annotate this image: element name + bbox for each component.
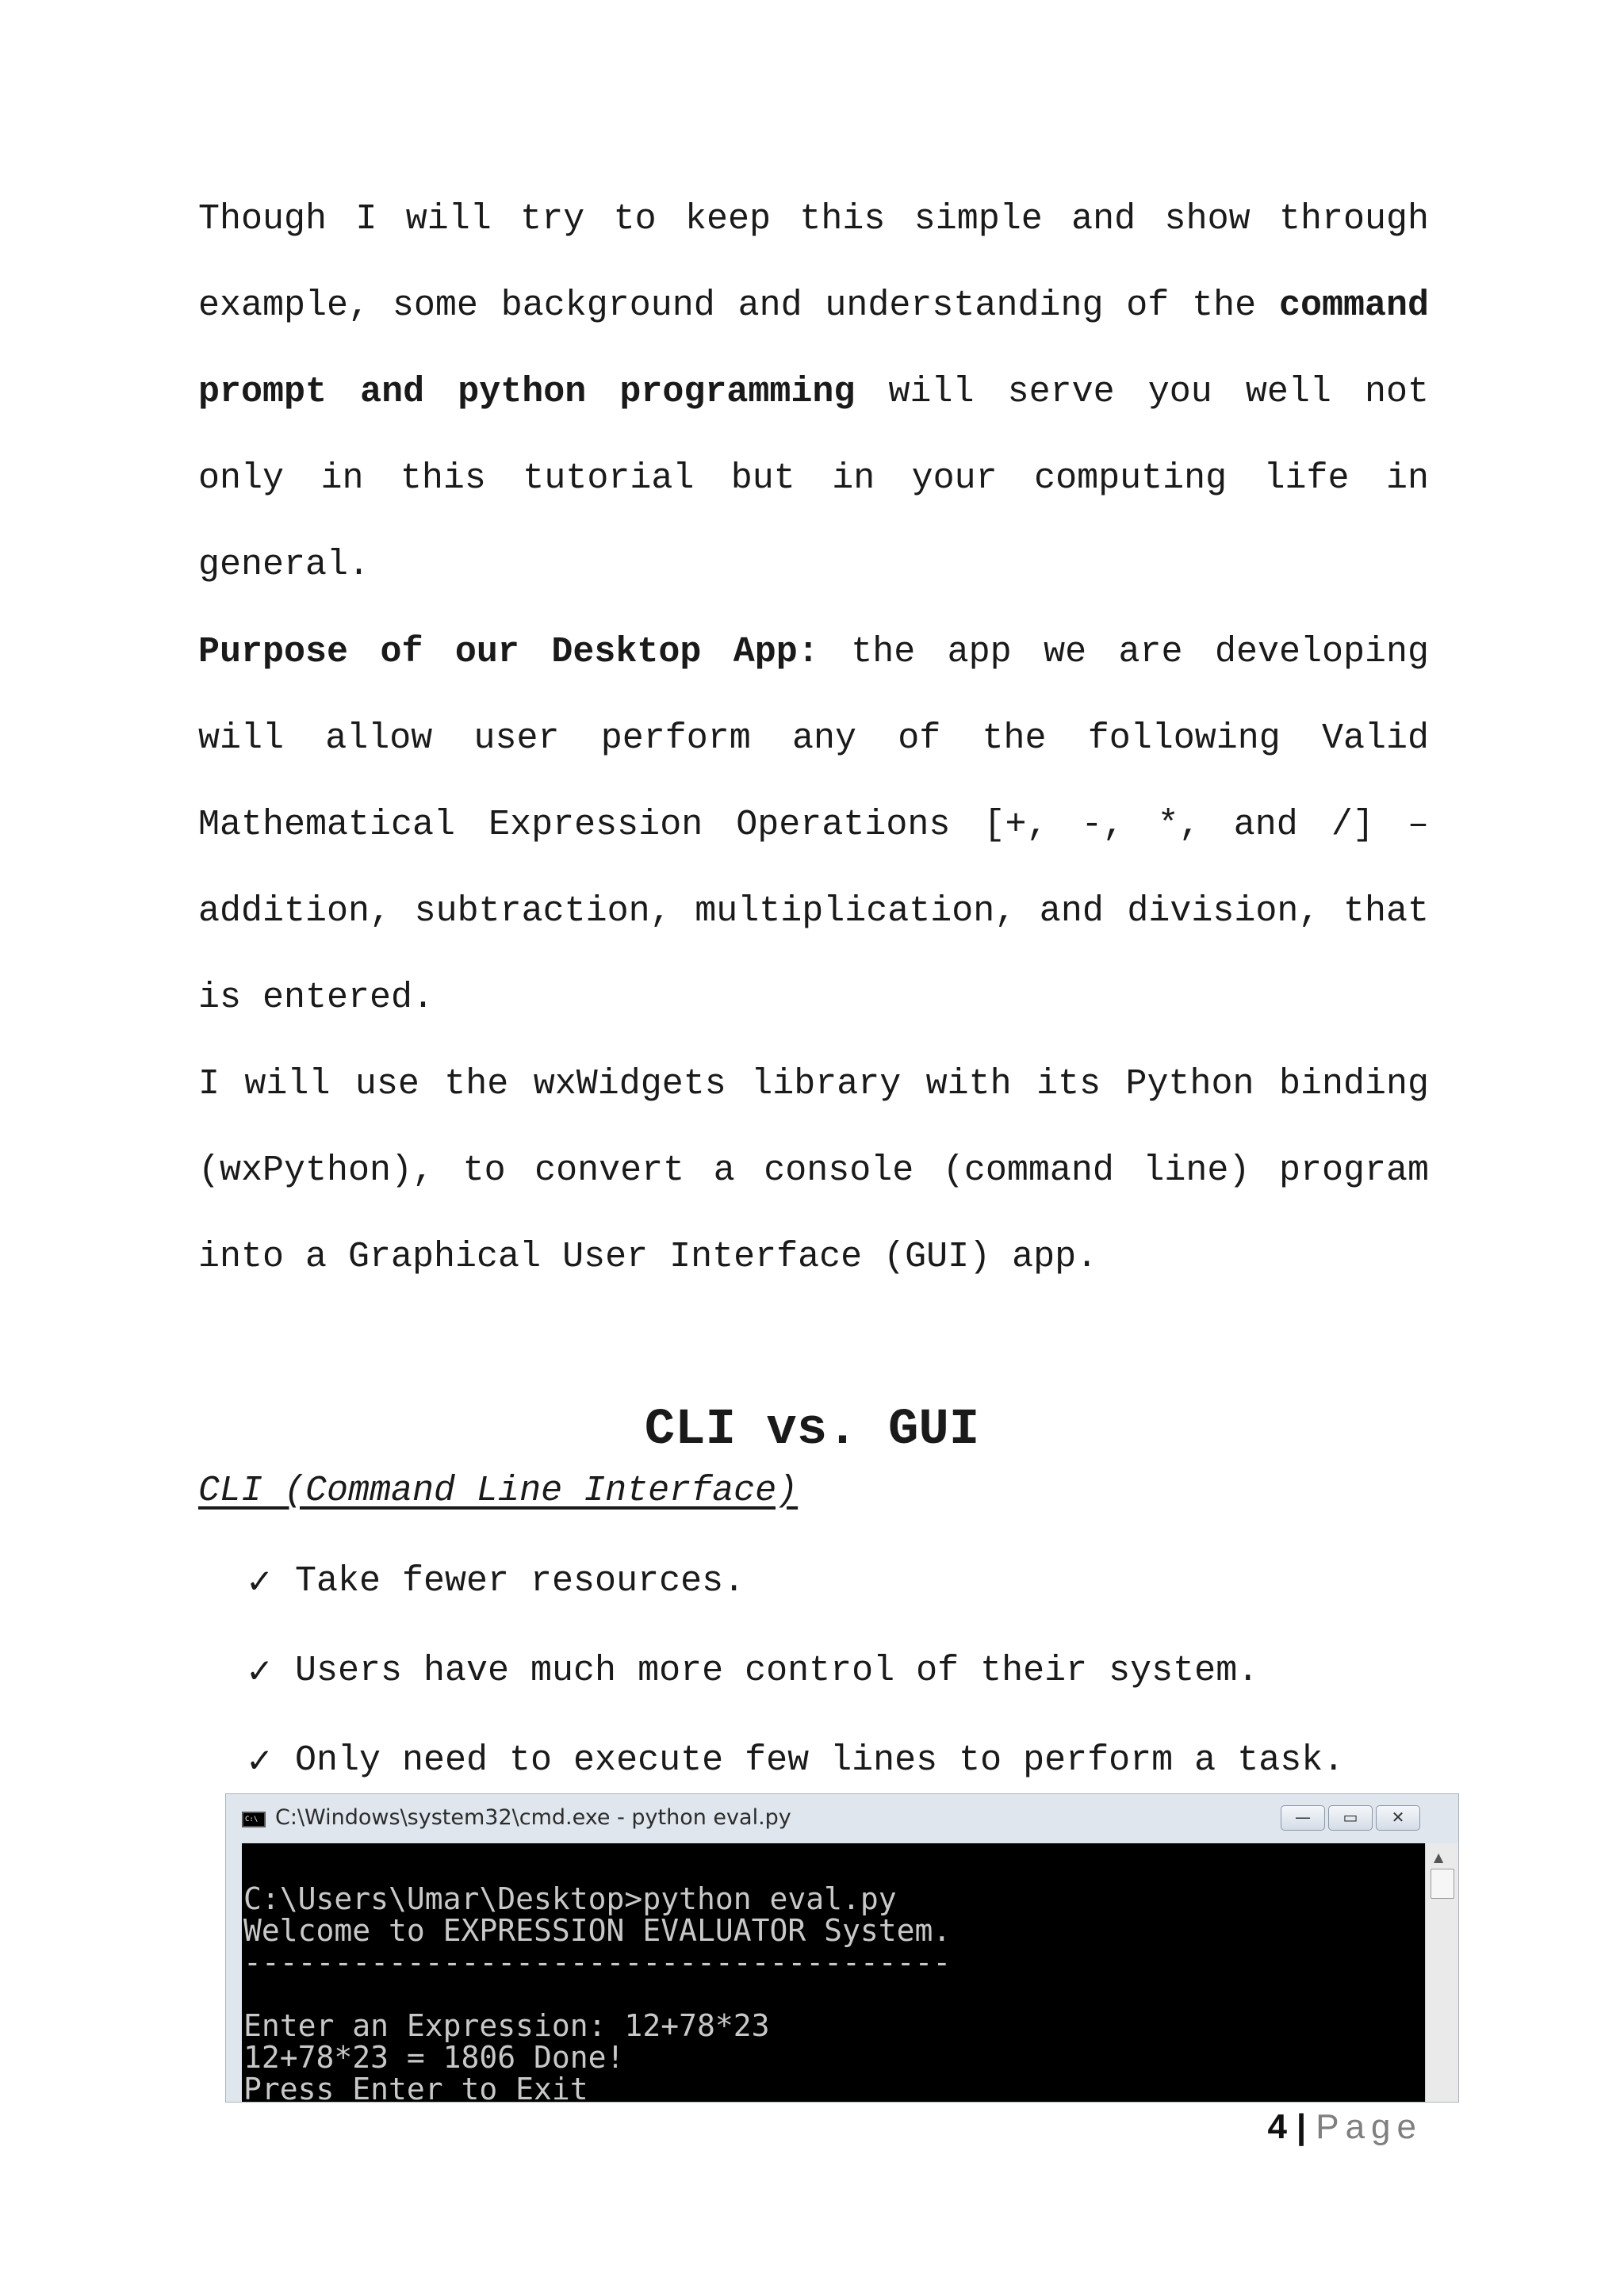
cmd-app-icon: C:\ bbox=[242, 1812, 266, 1827]
console-window-screenshot bbox=[225, 1793, 1459, 2103]
list-item-text: Take fewer resources. bbox=[295, 1561, 745, 1601]
console-line: Press Enter to Exit bbox=[243, 2072, 588, 2103]
paragraph-purpose bbox=[198, 609, 1429, 1041]
paragraph-text: I will use the wxWidgets library with its Python binding (wxPython), to convert a console (command line) program into a Graphical User Interface (GUI) app. bbox=[198, 1064, 1429, 1277]
scroll-thumb[interactable] bbox=[1431, 1869, 1454, 1899]
page-footer bbox=[1267, 2107, 1423, 2147]
paragraph-wxpython bbox=[198, 1041, 1429, 1300]
console-scrollbar[interactable] bbox=[1425, 1843, 1458, 2103]
list-item-text: Users have much more control of their system. bbox=[295, 1651, 1259, 1691]
page-number: 4 bbox=[1267, 2107, 1287, 2146]
console-line: Welcome to EXPRESSION EVALUATOR System. bbox=[243, 1913, 952, 1948]
page-separator: | bbox=[1296, 2107, 1307, 2146]
paragraph-prerequisites bbox=[198, 176, 1429, 608]
console-line bbox=[243, 1978, 1425, 2010]
page-label: Page bbox=[1316, 2107, 1423, 2146]
scroll-up-icon[interactable]: ▲ bbox=[1434, 1850, 1444, 1865]
console-line: C:\Users\Umar\Desktop>python eval.py bbox=[243, 1881, 897, 1916]
paragraph-text: will serve you well not only in this tutorial but in your computing life in general. bbox=[198, 372, 1429, 585]
check-icon: ✓ bbox=[246, 1651, 274, 1690]
bold-phrase: command prompt and python programming bbox=[198, 285, 1429, 412]
list-item bbox=[246, 1536, 1344, 1626]
close-button[interactable]: ✕ bbox=[1376, 1805, 1420, 1831]
console-titlebar bbox=[226, 1794, 1458, 1843]
paragraph-text: the app we are developing will allow user perform any of the following Valid Mathematical Expression Operations [+, -, *, and /] – addition, subtraction, multiplication, and division, that is entered. bbox=[198, 632, 1429, 1018]
paragraph-text: Though I will try to keep this simple and show through example, some background and understanding of the bbox=[198, 199, 1429, 326]
check-icon: ✓ bbox=[246, 1741, 274, 1780]
list-item bbox=[246, 1716, 1344, 1805]
console-line: Enter an Expression: 12+78*23 bbox=[243, 2008, 770, 2043]
section-subheading: CLI (Command Line Interface) bbox=[198, 1471, 799, 1511]
console-line: --------------------------------------- bbox=[243, 1945, 952, 1980]
check-icon: ✓ bbox=[246, 1562, 274, 1601]
console-line: 12+78*23 = 1806 Done! bbox=[243, 2040, 625, 2075]
maximize-button[interactable]: ▭ bbox=[1328, 1805, 1373, 1831]
list-item bbox=[246, 1626, 1344, 1716]
console-output bbox=[242, 1843, 1425, 2103]
cli-advantages-list bbox=[246, 1536, 1344, 1805]
minimize-button[interactable]: — bbox=[1281, 1805, 1325, 1831]
list-item-text: Only need to execute few lines to perform a task. bbox=[295, 1740, 1345, 1781]
bold-phrase: Purpose of our Desktop App: bbox=[198, 632, 819, 672]
console-window-title: C:\Windows\system32\cmd.exe - python eval.py bbox=[275, 1805, 791, 1830]
section-heading: CLI vs. GUI bbox=[644, 1402, 980, 1459]
